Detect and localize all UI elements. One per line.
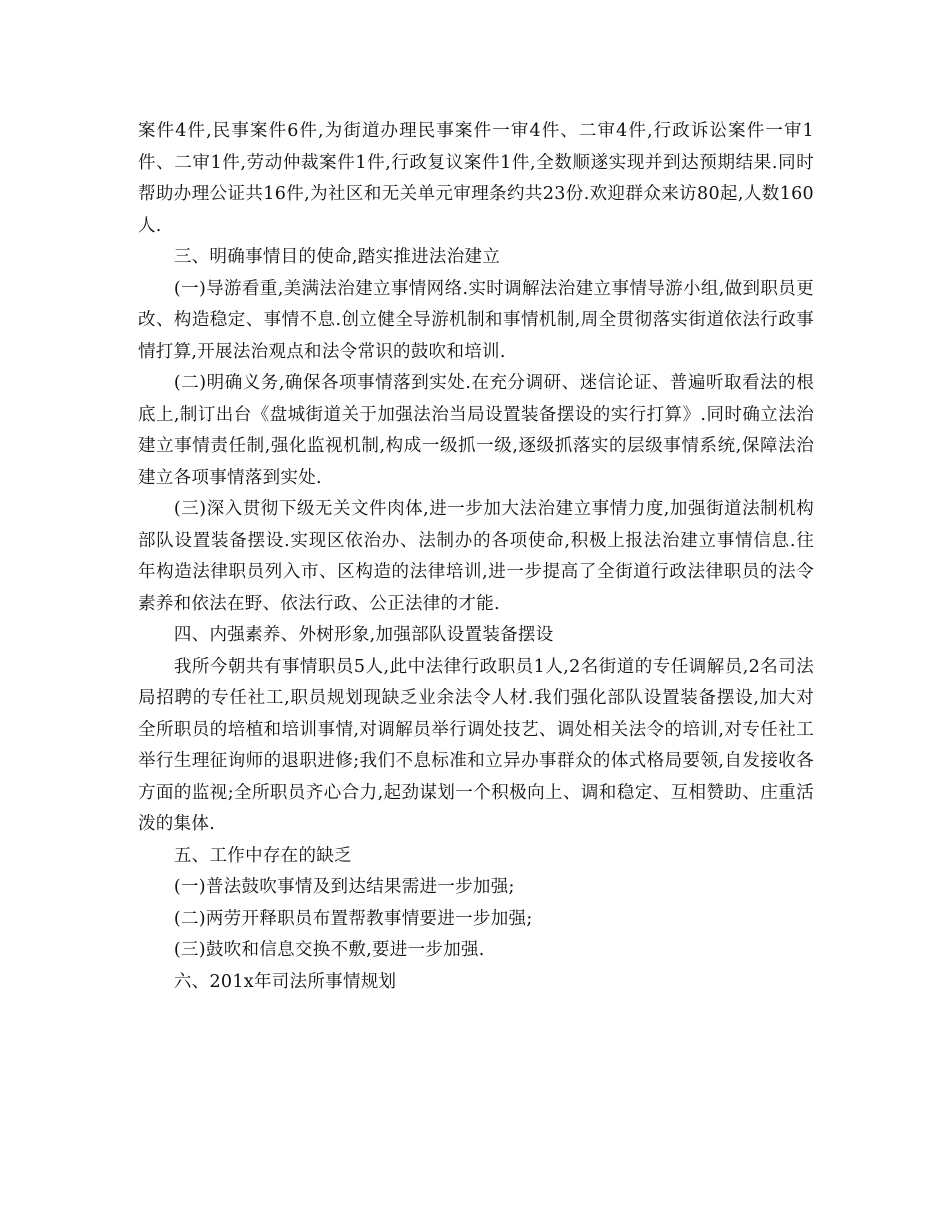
section-heading-5: 五、工作中存在的缺乏 — [173, 845, 352, 866]
paragraph-3-1: (一)导游看重,美满法治建立事情网络.实时调解法治建立事情导游小组,做到职员更改、构造稳定、事情不息.创立健全导游机制和事情机制,周全贯彻落实街道依法行政事情打算,开展法治观点和法令常识的鼓吹和培训. — [138, 278, 814, 362]
paragraph-4-staff: 我所今朝共有事情职员5人,此中法律行政职员1人,2名街道的专任调解员,2名司法局招聘的专任社工,职员规划现缺乏业余法令人材.我们强化部队设置装备摆设,加大对全所职员的培植和培训事情,对调解员举行调处技艺、调处相关法令的培训,对专任社工举行生理征询师的退职进修;我们不息标准和立异办事群众的体式格局要领,自发接收各方面的监视;全所职员齐心合力,起劲谋划一个积极向上、调和稳定、互相赞助、庄重活泼的集体. — [138, 656, 814, 834]
document-body — [138, 116, 814, 998]
paragraph-5-3: (三)鼓吹和信息交换不敷,要进一步加强. — [173, 940, 485, 960]
paragraph-3-3: (三)深入贯彻下级无关文件肉体,进一步加大法治建立事情力度,加强街道法制机构部队设置装备摆设.实现区依治办、法制办的各项使命,积极上报法治建立事情信息.往年构造法律职员列入市、区构造的法律培训,进一步提高了全街道行政法律职员的法令素养和依法在野、依法行政、公正法律的才能. — [138, 499, 814, 614]
section-heading-3: 三、明确事情目的使命,踏实推进法治建立 — [173, 247, 501, 267]
paragraph-case-summary: 案件4件,民事案件6件,为街道办理民事案件一审4件、二审4件,行政诉讼案件一审1件、二审1件,劳动仲裁案件1件,行政复议案件1件,全数顺遂实现并到达预期结果.同时帮助办理公证共16件,为社区和无关单元审理条约共23份.欢迎群众来访80起,人数160人. — [138, 121, 814, 236]
section-heading-4: 四、内强素养、外树形象,加强部队设置装备摆设 — [173, 625, 554, 645]
paragraph-5-1: (一)普法鼓吹事情及到达结果需进一步加强; — [173, 877, 515, 897]
paragraph-3-2: (二)明确义务,确保各项事情落到实处.在充分调研、迷信论证、普遍听取看法的根底上,制订出台《盘城街道关于加强法治当局设置装备摆设的实行打算》.同时确立法治建立事情责任制,强化监视机制,构成一级抓一级,逐级抓落实的层级事情系统,保障法治建立各项事情落到实处. — [138, 373, 814, 488]
paragraph-5-2: (二)两劳开释职员布置帮教事情要进一步加强; — [173, 908, 533, 929]
section-heading-6: 六、201x年司法所事情规划 — [173, 971, 397, 992]
